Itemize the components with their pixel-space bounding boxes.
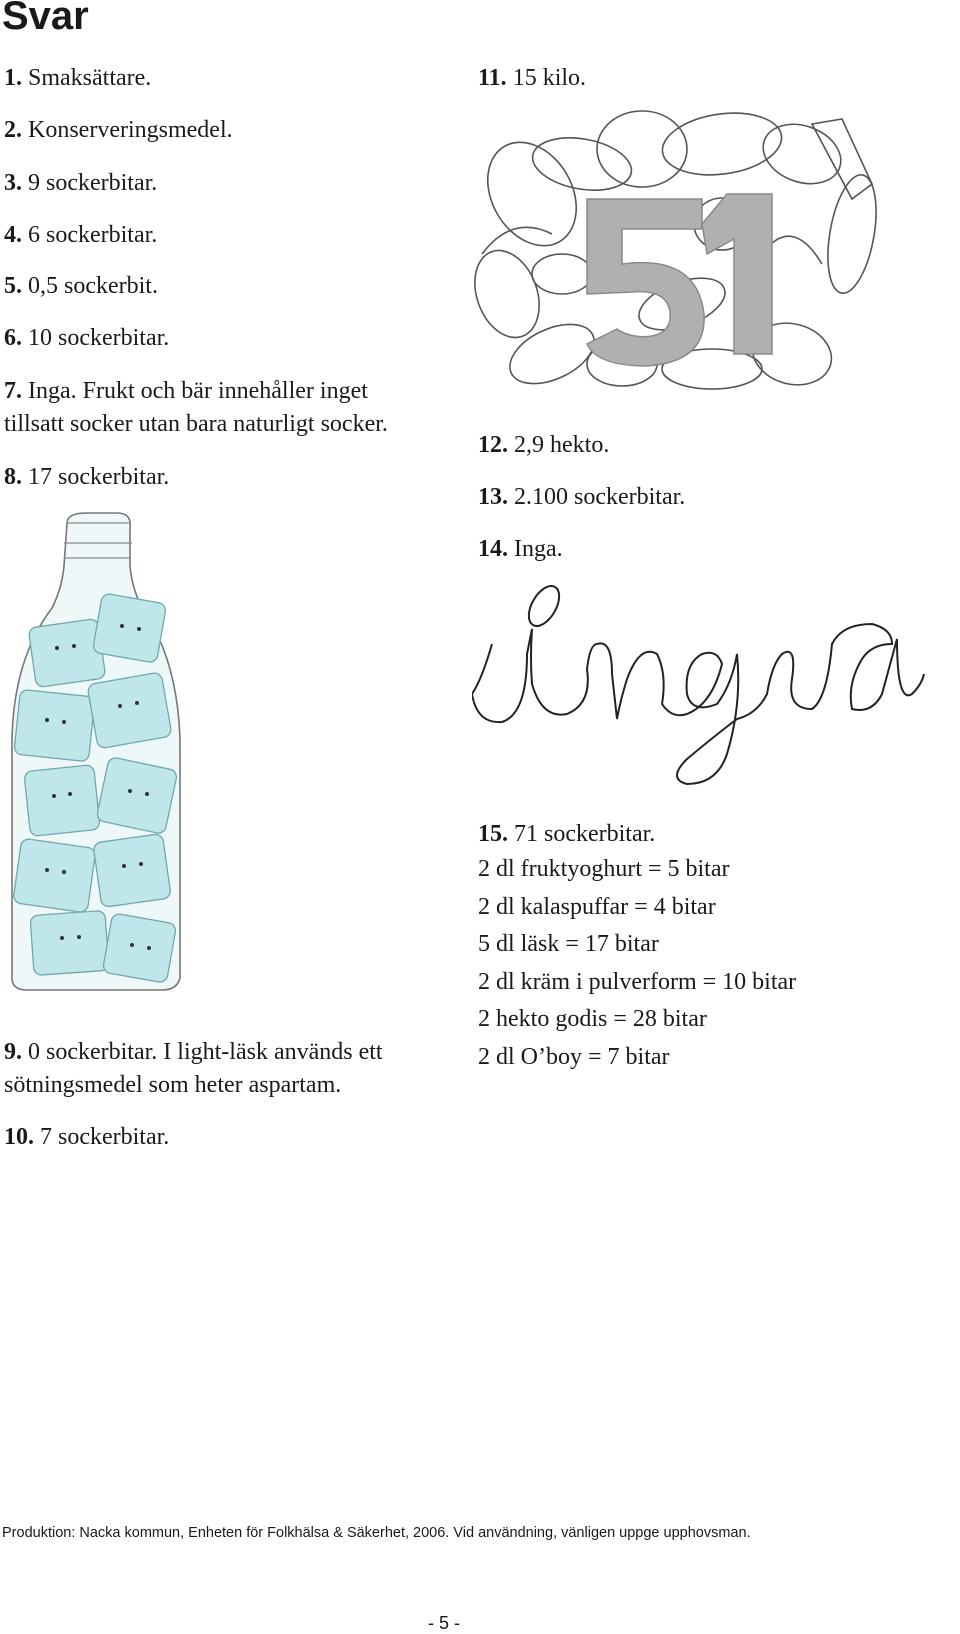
answer-13: [478, 481, 685, 514]
answer-11: [478, 62, 586, 95]
answer-number: 1.: [4, 65, 22, 91]
list-item: 2 dl kalaspuffar = 4 bitar: [478, 893, 716, 920]
answer-3: [4, 167, 157, 200]
list-item: 2 dl kräm i pulverform = 10 bitar: [478, 968, 797, 995]
answer-text: 9 sockerbitar.: [28, 170, 158, 196]
answer-15: [478, 818, 655, 851]
answer-6: [4, 322, 169, 355]
answer-text: 15 kilo.: [512, 65, 587, 91]
answer-text: 0 sockerbitar. I light-läsk används ett: [28, 1039, 383, 1065]
answer-10: [4, 1121, 169, 1154]
sugar-breakdown-list: [478, 851, 796, 1076]
candy-pile-illustration: [472, 104, 887, 404]
answer-number: 10.: [4, 1124, 34, 1150]
answer-text: 0,5 sockerbit.: [28, 273, 158, 299]
answer-text: 71 sockerbitar.: [514, 821, 656, 847]
answer-14: [478, 533, 563, 566]
answer-number: 5.: [4, 273, 22, 299]
answer-text: 7 sockerbitar.: [40, 1124, 170, 1150]
answer-4: [4, 219, 157, 252]
answer-8: [4, 461, 169, 494]
list-item: 2 dl O’boy = 7 bitar: [478, 1043, 670, 1070]
answer-text: 2,9 hekto.: [514, 432, 610, 458]
answer-text-continued: sötningsmedel som heter aspartam.: [4, 1072, 342, 1098]
answer-9: [4, 1036, 383, 1102]
list-item: 5 dl läsk = 17 bitar: [478, 931, 659, 957]
answer-number: 13.: [478, 484, 508, 510]
answer-text: 2.100 sockerbitar.: [514, 484, 686, 510]
answer-text: Inga. Frukt och bär innehåller inget: [28, 378, 368, 404]
answer-number: 6.: [4, 325, 22, 351]
answer-text: 10 sockerbitar.: [28, 325, 170, 351]
answer-number: 15.: [478, 821, 508, 847]
answer-7: [4, 375, 388, 441]
answer-text: 6 sockerbitar.: [28, 222, 158, 248]
answer-number: 14.: [478, 536, 508, 562]
dot-to-dot-illustration: [472, 584, 927, 796]
list-item: 2 dl fruktyoghurt = 5 bitar: [478, 856, 730, 882]
list-item: 2 hekto godis = 28 bitar: [478, 1006, 707, 1032]
footer-credit: Produktion: Nacka kommun, Enheten för Folkhälsa & Säkerhet, 2006. Vid användning, vänligen uppge upphovsman.: [2, 1524, 751, 1541]
answer-number: 4.: [4, 222, 22, 248]
answer-text: 17 sockerbitar.: [28, 464, 170, 490]
answer-number: 11.: [478, 65, 507, 91]
answer-number: 2.: [4, 117, 22, 143]
answer-number: 9.: [4, 1039, 22, 1065]
answer-12: [478, 429, 609, 462]
answer-text: Inga.: [514, 536, 563, 562]
answer-number: 8.: [4, 464, 22, 490]
answer-text: Konserveringsmedel.: [28, 117, 233, 143]
answer-text: Smaksättare.: [28, 65, 152, 91]
answer-number: 12.: [478, 432, 508, 458]
answer-number: 3.: [4, 170, 22, 196]
answer-2: [4, 114, 233, 147]
answer-number: 7.: [4, 378, 22, 404]
page-title: Svar: [2, 0, 89, 38]
answer-text-continued: tillsatt socker utan bara naturligt socker.: [4, 411, 388, 437]
answer-5: [4, 270, 158, 303]
page-number: - 5 -: [428, 1613, 461, 1633]
bottle-illustration: [2, 508, 187, 993]
answer-1: [4, 62, 151, 95]
